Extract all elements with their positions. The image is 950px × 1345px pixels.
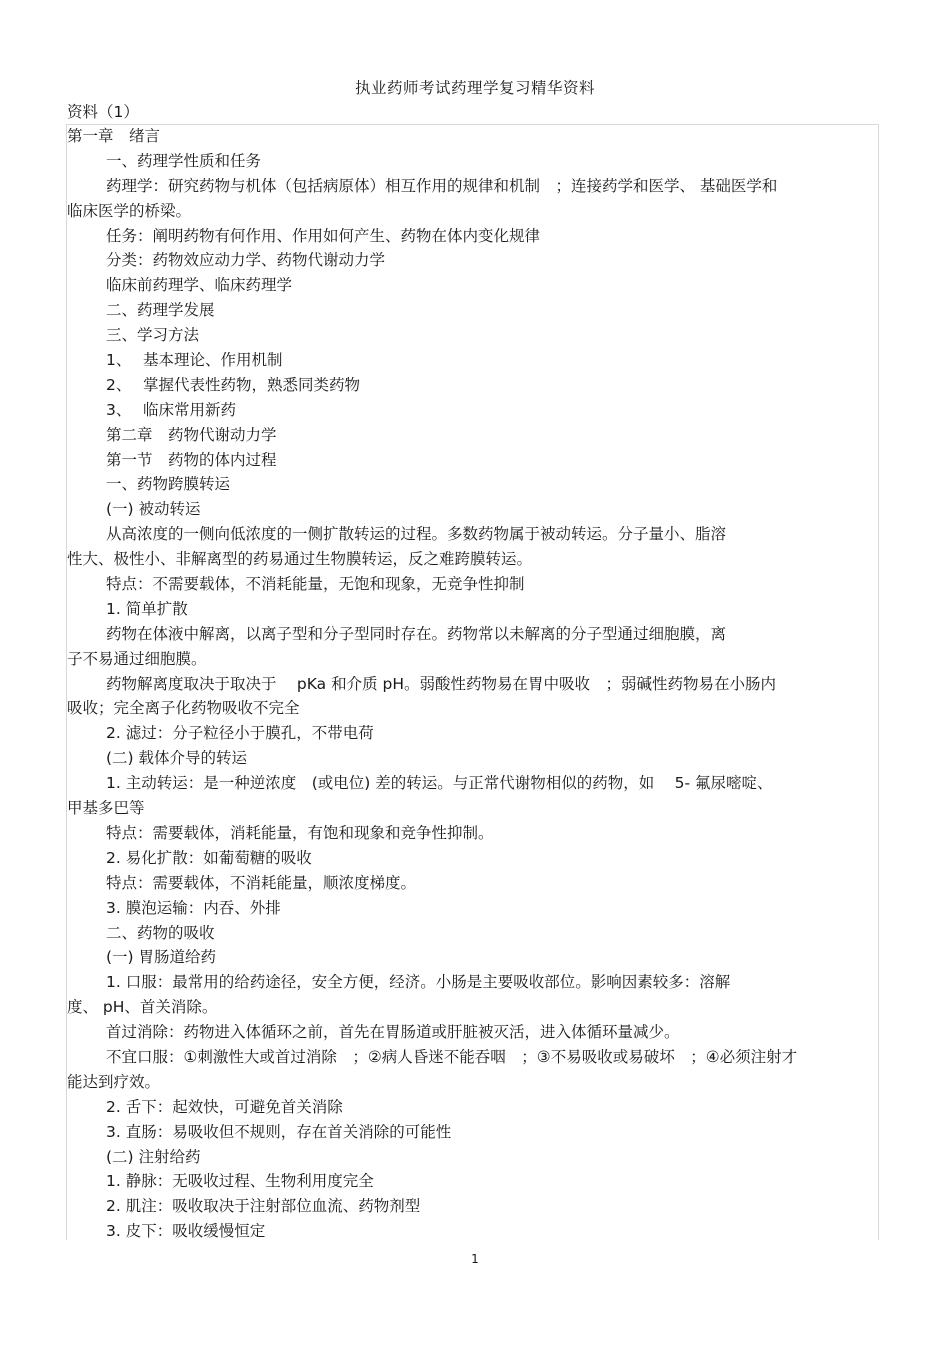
line-text: 药物解离度取决于取决于 pKa 和介质 pH。弱酸性药物易在胃中吸收 ；弱碱性药物易在小肠内: [106, 674, 777, 693]
line-text: 1. 口服：最常用的给药途径，安全方便，经济。小肠是主要吸收部位。影响因素较多：溶解: [106, 973, 731, 992]
text-line: [67, 522, 875, 547]
text-line: [67, 398, 875, 423]
text-line: [67, 1045, 875, 1070]
text-line: [67, 1219, 875, 1244]
text-line: [67, 597, 875, 622]
line-text: 2. 滤过：分子粒径小于膜孔，不带电荷: [106, 724, 374, 743]
text-line: [67, 547, 875, 572]
text-line: [67, 199, 875, 224]
line-text: 临床前药理学、临床药理学: [106, 276, 293, 295]
text-line: [67, 821, 875, 846]
text-line: [67, 771, 875, 796]
text-line: [67, 672, 875, 697]
line-text: 能达到疗效。: [67, 1072, 161, 1091]
list-number: 3、: [106, 400, 132, 419]
line-text: 不宜口服：①刺激性大或首过消除 ；②病人昏迷不能吞咽 ；③不易吸收或易破坏 ；④必须注射才: [106, 1047, 798, 1066]
line-text: 1. 简单扩散: [106, 599, 188, 618]
line-text: 1. 主动转运：是一种逆浓度 (或电位) 差的转运。与正常代谢物相似的药物，如 5- 氟尿嘧啶、: [106, 774, 773, 793]
line-text: 基本理论、作用机制: [143, 351, 283, 370]
line-text: 任务：阐明药物有何作用、作用如何产生、药物在体内变化规律: [106, 226, 541, 245]
line-text: 二、药理学发展: [106, 301, 215, 320]
line-text: 药物在体液中解离，以离子型和分子型同时存在。药物常以未解离的分子型通过细胞膜，离: [106, 624, 727, 643]
text-line: [67, 348, 875, 373]
line-text: (一) 被动转运: [106, 500, 201, 519]
document-subtitle: 资料（1）: [67, 103, 139, 121]
line-text: 掌握代表性药物，熟悉同类药物: [143, 375, 361, 394]
line-text: 1. 静脉：无吸收过程、生物利用度完全: [106, 1172, 374, 1191]
list-number: 1、: [106, 351, 132, 370]
text-line: [67, 995, 875, 1020]
text-line: [67, 746, 875, 771]
line-text: 第一章 绪言: [67, 127, 161, 145]
line-text: 3. 皮下：吸收缓慢恒定: [106, 1222, 266, 1241]
text-line: [67, 572, 875, 597]
text-line: [67, 448, 875, 473]
text-line: [67, 871, 875, 896]
text-line: [67, 796, 875, 821]
line-text: 2. 易化扩散：如葡萄糖的吸收: [106, 848, 312, 867]
line-text: 三、学习方法: [106, 326, 200, 345]
line-text: 第二章 药物代谢动力学: [106, 425, 277, 444]
line-text: 子不易通过细胞膜。: [67, 649, 207, 668]
text-line: [67, 224, 875, 249]
line-text: 临床医学的桥梁。: [67, 201, 192, 220]
text-line: [67, 373, 875, 398]
text-line: [67, 1145, 875, 1170]
line-text: 2. 舌下：起效快，可避免首关消除: [106, 1097, 343, 1116]
text-line: [67, 472, 875, 497]
line-text: (一) 胃肠道给药: [106, 948, 217, 967]
line-text: 从高浓度的一侧向低浓度的一侧扩散转运的过程。多数药物属于被动转运。分子量小、脂溶: [106, 525, 727, 544]
text-line: [67, 970, 875, 995]
line-text: 临床常用新药: [143, 400, 237, 419]
line-text: 一、药理学性质和任务: [106, 151, 262, 170]
line-text: 一、药物跨膜转运: [106, 475, 231, 494]
text-line: [67, 323, 875, 348]
line-text: 特点：需要载体，不消耗能量，顺浓度梯度。: [106, 873, 417, 892]
text-line: [67, 921, 875, 946]
text-line: [67, 423, 875, 448]
text-line: [67, 1169, 875, 1194]
line-text: 性大、极性小、非解离型的药易通过生物膜转运，反之难跨膜转运。: [67, 550, 533, 569]
text-line: [67, 896, 875, 921]
text-line: [67, 124, 875, 149]
text-line: [67, 1194, 875, 1219]
line-text: 3. 膜泡运输：内吞、外排: [106, 898, 281, 917]
line-text: 药理学：研究药物与机体（包括病原体）相互作用的规律和机制 ；连接药学和医学、 基础医学和: [106, 176, 778, 195]
line-text: 度、 pH、首关消除。: [67, 998, 218, 1017]
line-text: 分类：药物效应动力学、药物代谢动力学: [106, 251, 386, 270]
text-line: [67, 1020, 875, 1045]
text-line: [67, 1120, 875, 1145]
page-number: 1: [471, 1252, 479, 1266]
text-line: [67, 273, 875, 298]
text-line: [67, 1070, 875, 1095]
text-line: [67, 149, 875, 174]
text-line: [67, 647, 875, 672]
line-text: 2. 肌注：吸收取决于注射部位血流、药物剂型: [106, 1197, 421, 1216]
line-text: (二) 载体介导的转运: [106, 749, 248, 768]
text-line: [67, 846, 875, 871]
text-line: [67, 721, 875, 746]
line-text: 吸收；完全离子化药物吸收不完全: [67, 699, 300, 718]
line-text: 3. 直肠：易吸收但不规则，存在首关消除的可能性: [106, 1122, 452, 1141]
document-title: 执业药师考试药理学复习精华资料: [354, 79, 595, 97]
text-line: [67, 945, 875, 970]
line-text: 首过消除：药物进入体循环之前，首先在胃肠道或肝脏被灭活，进入体循环量减少。: [106, 1023, 680, 1042]
document-body: [67, 124, 875, 1244]
text-line: [67, 298, 875, 323]
text-line: [67, 1095, 875, 1120]
line-text: 二、药物的吸收: [106, 923, 215, 942]
line-text: 甲基多巴等: [67, 799, 145, 818]
line-text: 特点：不需要载体，不消耗能量，无饱和现象，无竞争性抑制: [106, 575, 525, 594]
text-line: [67, 696, 875, 721]
line-text: 特点：需要载体，消耗能量，有饱和现象和竞争性抑制。: [106, 823, 494, 842]
text-line: [67, 248, 875, 273]
line-text: (二) 注射给药: [106, 1147, 201, 1166]
text-line: [67, 497, 875, 522]
line-text: 第一节 药物的体内过程: [106, 450, 277, 469]
text-line: [67, 174, 875, 199]
text-line: [67, 622, 875, 647]
list-number: 2、: [106, 375, 132, 394]
